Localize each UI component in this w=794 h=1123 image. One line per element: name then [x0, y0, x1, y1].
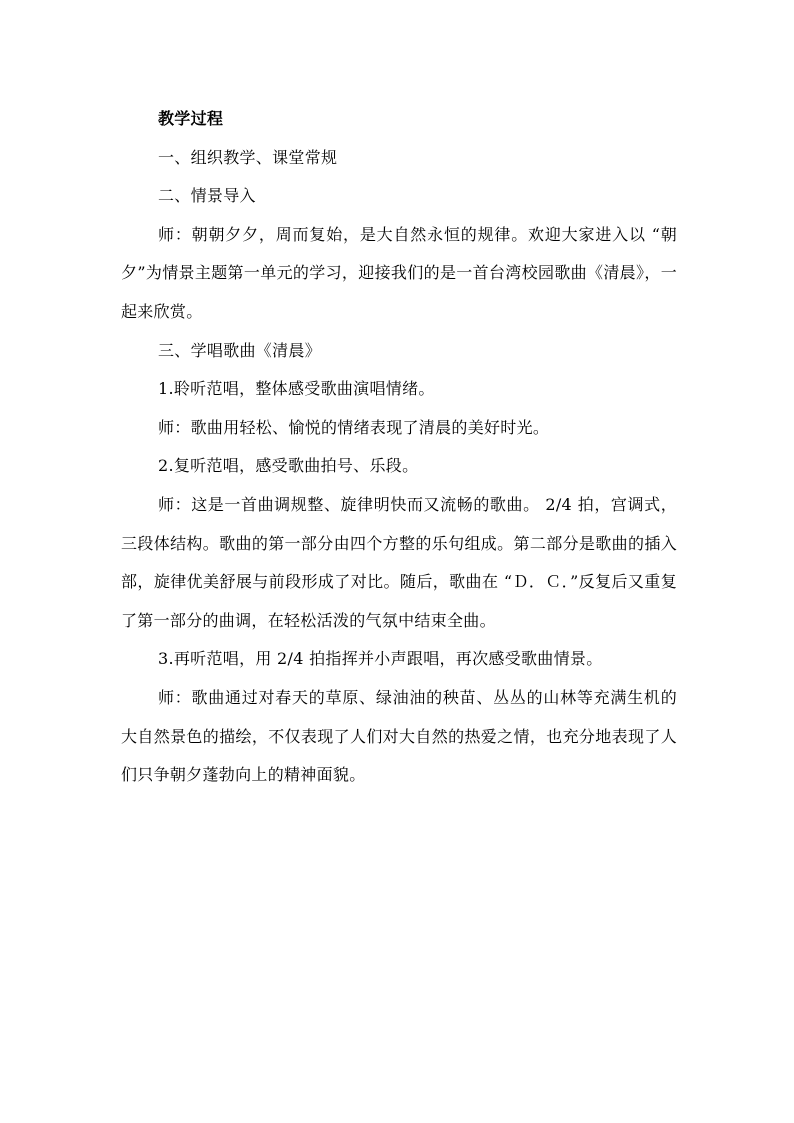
step-2: 2.复听范唱，感受歌曲拍号、乐段。 — [158, 456, 419, 476]
section-heading-organize: 一、组织教学、课堂常规 — [158, 147, 338, 167]
document-title: 教学过程 — [158, 109, 224, 128]
step-1: 1.聆听范唱，整体感受歌曲演唱情绪。 — [158, 379, 435, 399]
section-heading-intro: 二、情景导入 — [158, 186, 256, 206]
paragraph-teacher-mood: 师：歌曲用轻松、愉悦的情绪表现了清晨的美好时光。 — [158, 417, 550, 437]
section-heading-learn-song: 三、学唱歌曲《清晨》 — [158, 340, 322, 360]
step-3: 3.再听范唱，用 2/4 拍指挥并小声跟唱，再次感受歌曲情景。 — [158, 649, 603, 669]
paragraph-teacher-structure: 师：这是一首曲调规整、旋律明快而又流畅的歌曲。 2/4 拍，宫调式，三段体结构。歌曲的第一部分由四个方整的乐句组成。第二部分是歌曲的插入部，旋律优美舒展与前段形成了对比。随后，歌曲在 “Ｄ．Ｃ．”反复后又重复了第一部分的曲调，在轻松活泼的气氛中结束全曲。 — [121, 494, 677, 630]
paragraph-teacher-summary: 师：歌曲通过对春天的草原、绿油油的秧苗、丛丛的山林等充满生机的大自然景色的描绘，不仅表现了人们对大自然的热爱之情，也充分地表现了人们只争朝夕蓬勃向上的精神面貌。 — [121, 687, 677, 785]
document-body — [121, 100, 677, 795]
paragraph-teacher-intro: 师：朝朝夕夕，周而复始，是大自然永恒的规律。欢迎大家进入以 “朝夕”为情景主题第一单元的学习，迎接我们的是一首台湾校园歌曲《清晨》，一起来欣赏。 — [121, 224, 677, 321]
